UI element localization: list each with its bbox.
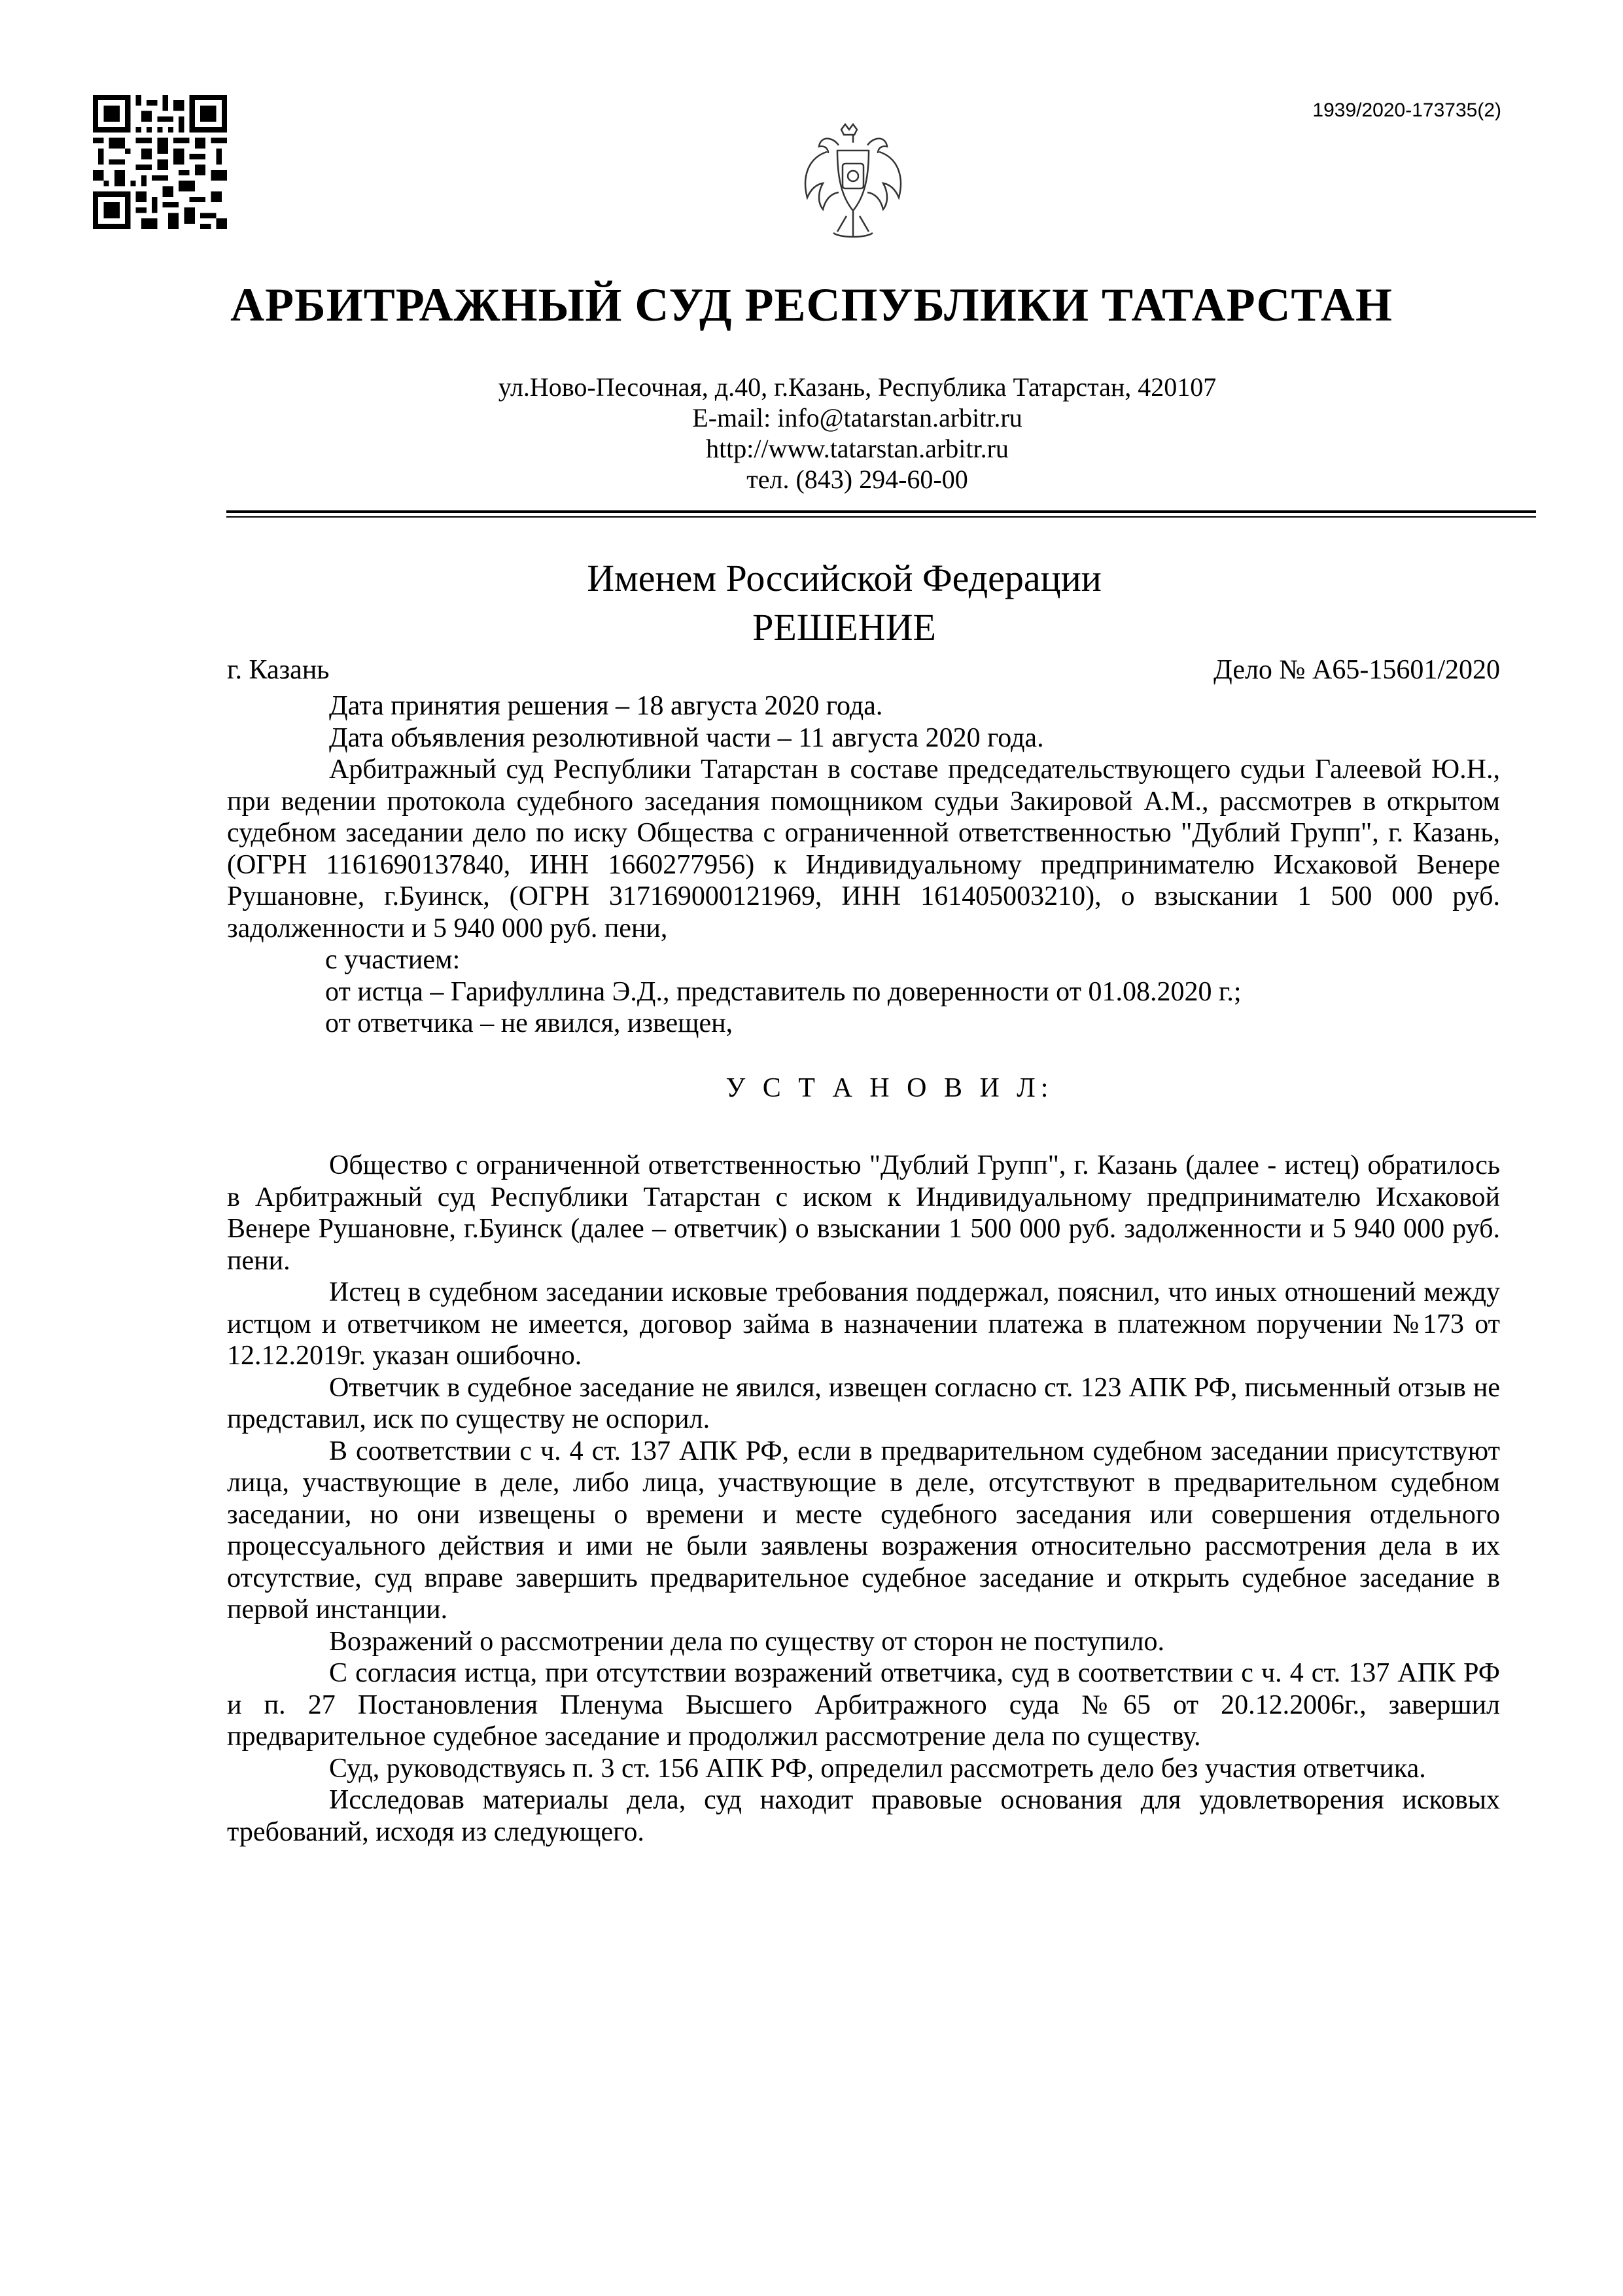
plaintiff-representative: от истца – Гарифуллина Э.Д., представитель по доверенности от 01.08.2020 г.; (325, 976, 1242, 1007)
defendant-representative: от ответчика – не явился, извещен, (325, 1008, 733, 1038)
paragraph: Общество с ограниченной ответственностью "Дублий Групп", г. Казань (далее - истец) обратилось в Арбитражный суд Республики Татарстан с иском к Индивидуальному предпринимателю Исхаковой Венере Рушановне, г.Буинск (далее – ответчик) о взыскании 1 500 000 руб. задолженности и 5 940 000 руб. пени. (227, 1150, 1500, 1276)
court-website: http://www.tatarstan.arbitr.ru (706, 434, 1009, 463)
announce-date: Дата объявления резолютивной части – 11 августа 2020 года. (329, 722, 1044, 753)
document-body (227, 690, 1500, 1848)
qr-code-icon (93, 95, 227, 229)
court-name: АРБИТРАЖНЫЙ СУД РЕСПУБЛИКИ ТАТАРСТАН (230, 279, 1393, 331)
title-decision: РЕШЕНИЕ (752, 606, 936, 648)
city: г. Казань (227, 655, 330, 685)
paragraph: Ответчик в судебное заседание не явился, извещен согласно ст. 123 АПК РФ, письменный отзыв не представил, иск по существу не оспорил. (227, 1372, 1500, 1434)
court-email: E-mail: info@tatarstan.arbitr.ru (692, 403, 1022, 433)
paragraph: Суд, руководствуясь п. 3 ст. 156 АПК РФ, определил рассмотреть дело без участия ответчика. (329, 1753, 1426, 1784)
paragraph: Возражений о рассмотрении дела по существу от сторон не поступило. (329, 1626, 1164, 1657)
court-contacts (0, 372, 1623, 495)
court-phone: тел. (843) 294-60-00 (746, 465, 968, 494)
document-number: 1939/2020-173735(2) (1312, 99, 1501, 121)
section-heading-established: У С Т А Н О В И Л: (725, 1072, 1054, 1103)
paragraph: Исследовав материалы дела, суд находит правовые основания для удовлетворения исковых требований, исходя из следующего. (227, 1785, 1500, 1847)
coat-of-arms-emblem-icon (801, 118, 905, 249)
court-address: ул.Ново-Песочная, д.40, г.Казань, Республика Татарстан, 420107 (498, 372, 1217, 402)
title-line-1: Именем Российской Федерации (587, 557, 1102, 599)
participation-label: с участием: (325, 945, 461, 975)
decision-date: Дата принятия решения – 18 августа 2020 года. (329, 691, 883, 721)
paragraph: В соответствии с ч. 4 ст. 137 АПК РФ, если в предварительном судебном заседании присутствуют лица, участвующие в деле, либо лица, участвующие в деле, отсутствуют в предварительном судебном заседании, но они извещены о времени и месте судебного заседания или совершения отдельного процессуального действия и ими не были заявлены возражения относительно рассмотрения дела в их отсутствие, суд вправе завершить предварительное судебное заседание и открыть судебное заседание в первой инстанции. (227, 1436, 1500, 1625)
court-composition: Арбитражный суд Республики Татарстан в составе председательствующего судьи Галеевой Ю.Н., при ведении протокола судебного заседания помощником судьи Закировой А.М., рассмотрев в открытом судебном заседании дело по иску Общества с ограниченной ответственностью "Дублий Групп", г. Казань, (ОГРН 1161690137840, ИНН 1660277956) к Индивидуальному предпринимателю Исхаковой Венере Рушановне, г.Буинск, (ОГРН 317169000121969, ИНН 161405003210), о взыскании 1 500 000 руб. задолженности и 5 940 000 руб. пени, (227, 754, 1500, 944)
paragraph: Истец в судебном заседании исковые требования поддержал, пояснил, что иных отношений между истцом и ответчиком не имеется, договор займа в назначении платежа в платежном поручении №173 от 12.12.2019г. указан ошибочно. (227, 1277, 1500, 1371)
header-divider-thick (226, 510, 1536, 513)
paragraph: С согласия истца, при отсутствии возражений ответчика, суд в соответствии с ч. 4 ст. 137 АПК РФ и п. 27 Постановления Пленума Высшего Арбитражного суда №65 от 20.12.2006г., завершил предварительное судебное заседание и продолжил рассмотрение дела по существу. (227, 1658, 1500, 1752)
header-divider-thin (226, 516, 1536, 518)
case-number: Дело № А65-15601/2020 (1213, 655, 1500, 685)
